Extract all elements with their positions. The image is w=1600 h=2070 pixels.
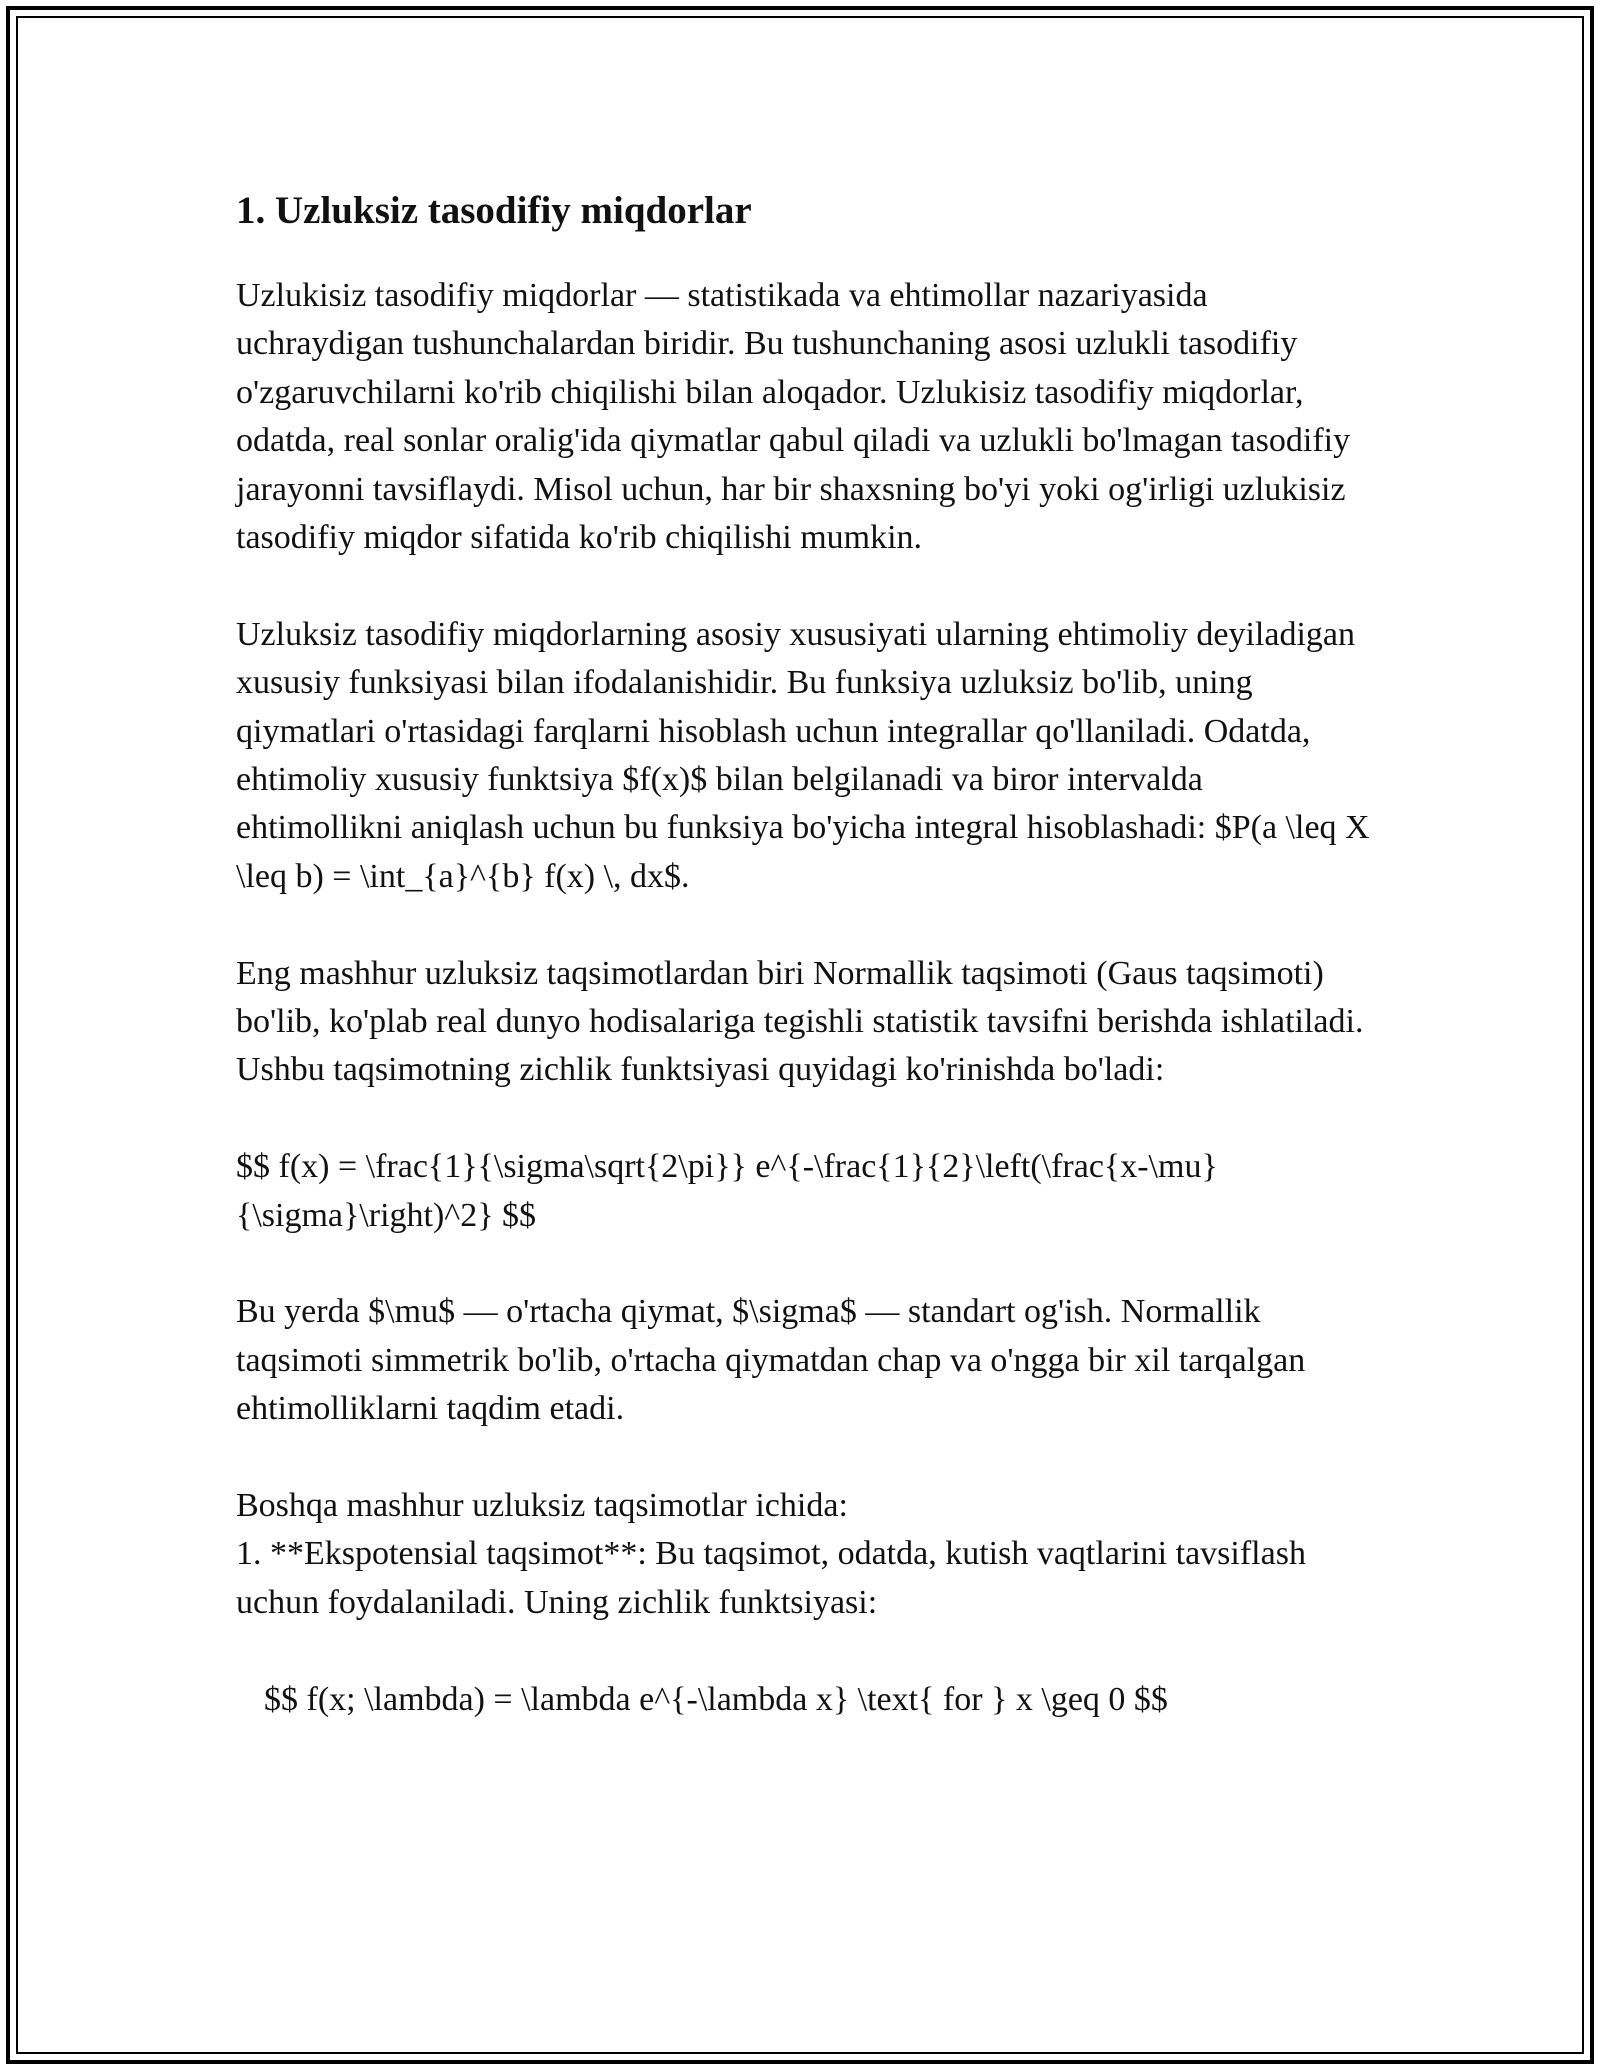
paragraph-gap	[236, 562, 1376, 610]
formula-normal-density: $$ f(x) = \frac{1}{\sigma\sqrt{2\pi}} e^{-\frac{1}{2}\left(\frac{x-\mu}{\sigma}\right)^2} $$	[236, 1148, 1218, 1234]
paragraph-gap	[236, 1095, 1376, 1143]
formula-exponential-density: $$ f(x; \lambda) = \lambda e^{-\lambda x} \text{ for } x \geq 0 $$	[264, 1680, 1168, 1718]
paragraph-intro: Uzlukisiz tasodifiy miqdorlar — statistikada va ehtimollar nazariyasida uchraydigan tushunchalardan biridir. Bu tushunchaning asosi uzlukli tasodifiy o'zgaruvchilarni ko'rib chiqilishi bilan aloqador. Uzlukisiz tasodifiy miqdorlar, odatda, real sonlar oralig'ida qiymatlar qabul qiladi va uzlukli bo'lmagan tasodifiy jarayonni tavsiflaydi. Misol uchun, har bir shaxsning bo'yi yoki og'irligi uzlukisiz tasodifiy miqdor sifatida ko'rib chiqilishi mumkin.	[236, 277, 1351, 557]
paragraph-gap	[236, 1627, 1376, 1675]
document-body	[236, 186, 1376, 1724]
paragraph-gap	[236, 901, 1376, 949]
paragraph-normal-parameters: Bu yerda $\mu$ — o'rtacha qiymat, $\sigma$ — standart og'ish. Normallik taqsimoti simmetrik bo'lib, o'rtacha qiymatdan chap va o'ngga bir xil tarqalgan ehtimolliklarni taqdim etadi.	[236, 1293, 1306, 1428]
paragraph-other-distributions-intro: Boshqa mashhur uzluksiz taqsimotlar ichida:	[236, 1487, 848, 1525]
paragraph-gap	[236, 1434, 1376, 1482]
paragraph-gap	[236, 1240, 1376, 1288]
section-heading: 1. Uzluksiz tasodifiy miqdorlar	[236, 189, 752, 232]
paragraph-normal-distribution: Eng mashhur uzluksiz taqsimotlardan biri Normallik taqsimoti (Gaus taqsimoti) bo'lib, ko'plab real dunyo hodisalariga tegishli statistik tavsifni berishda ishlatiladi. Ushbu taqsimotning zichlik funktsiyasi quyidagi ko'rinishda bo'ladi:	[236, 954, 1364, 1089]
list-item-exponential: 1. **Ekspotensial taqsimot**: Bu taqsimot, odatda, kutish vaqtlarini tavsiflash uchun foydalaniladi. Uning zichlik funktsiyasi:	[236, 1535, 1306, 1621]
paragraph-density-function: Uzluksiz tasodifiy miqdorlarning asosiy xususiyati ularning ehtimoliy deyiladigan xususiy funksiyasi bilan ifodalanishidir. Bu funksiya uzluksiz bo'lib, uning qiymatlari o'rtasidagi farqlarni hisoblash uchun integrallar qo'llaniladi. Odatda, ehtimoliy xususiy funktsiya $f(x)$ bilan belgilanadi va biror intervalda ehtimollikni aniqlash uchun bu funksiya bo'yicha integral hisoblashadi: $P(a \leq X \leq b) = \int_{a}^{b} f(x) \, dx$.	[236, 615, 1370, 895]
